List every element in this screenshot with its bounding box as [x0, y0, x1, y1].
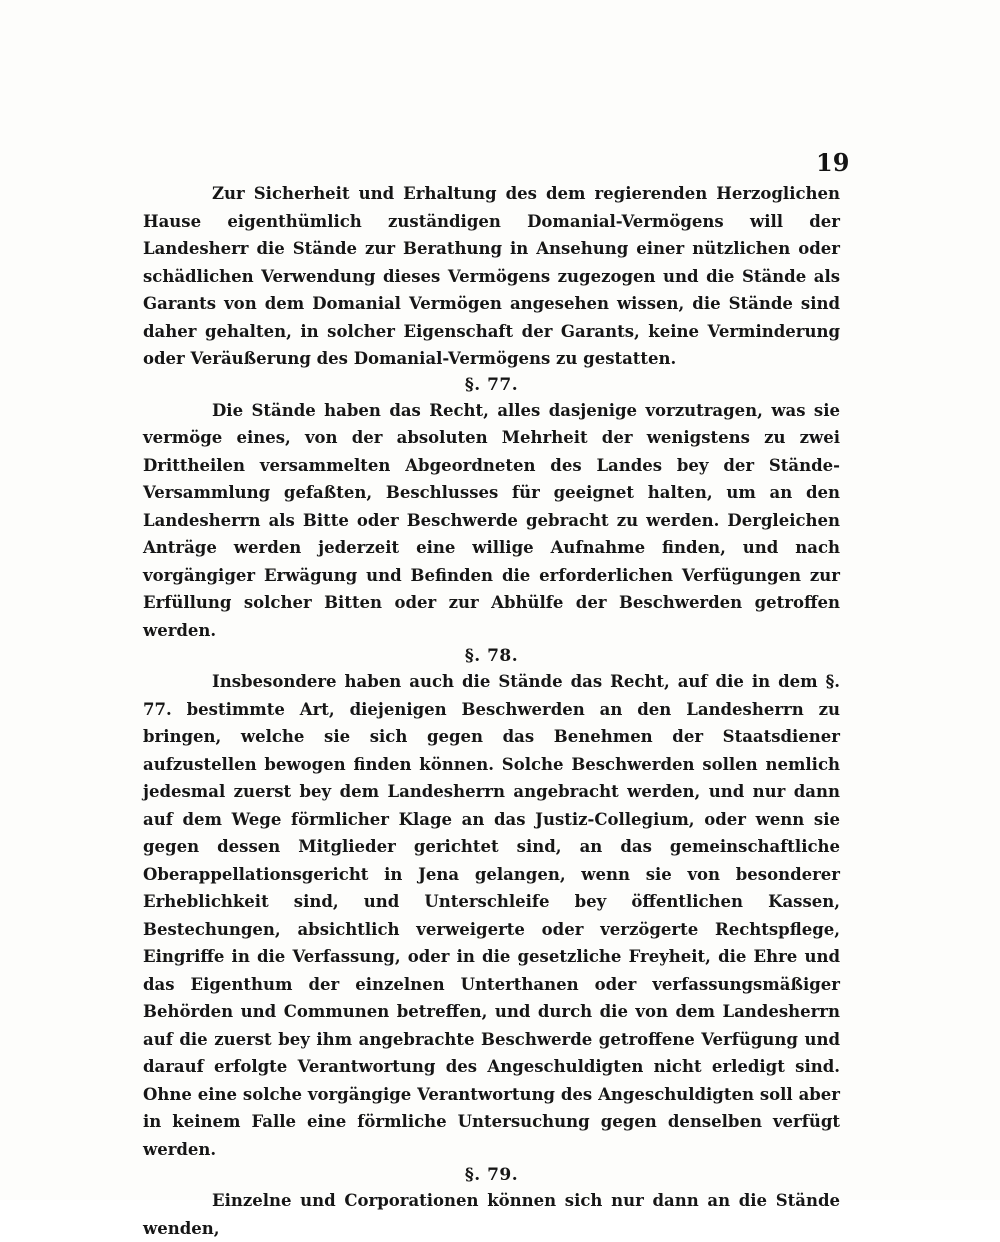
paragraph-section-77: Die Stände haben das Recht, alles dasjenige vorzutragen, was sie vermöge eines, von der absoluten Mehrheit der wenigstens zu zwei Drittheilen versammelten Abgeordneten des Landes bey der Stände-Versammlung gefaßten, Beschlusses für geeignet halten, um an den Landesherrn als Bitte oder Beschwerde gebracht zu werden. Dergleichen Anträge werden jederzeit eine willige Aufnahme finden, und nach vorgängiger Erwägung und Befinden die erforderlichen Verfügungen zur Erfüllung solcher Bitten oder zur Abhülfe der Beschwerden getroffen werden. — [143, 400, 840, 640]
section-heading-79: §. 79. — [464, 1165, 519, 1185]
section-heading-78: §. 78. — [464, 646, 519, 666]
paragraph-domanial-vermoegen: Zur Sicherheit und Erhaltung des dem regierenden Herzoglichen Hause eigenthümlich zuständigen Domanial-Vermögens will der Landesherr die Stände zur Berathung in Ansehung einer nützlichen oder schädlichen Verwendung dieses Vermögens zugezogen und die Stände als Garants von dem Domanial Vermögen angesehen wissen, die Stände sind daher gehalten, in solcher Eigenschaft der Garants, keine Verminderung oder Veräußerung des Domanial-Vermögens zu gestatten. — [143, 184, 840, 368]
paragraph-section-79: Einzelne und Corporationen können sich nur dann an die Stände wenden, — [143, 1191, 840, 1238]
paragraph-section-78: Insbesondere haben auch die Stände das Recht, auf die in dem §. 77. bestimmte Art, diejenigen Beschwerden an den Landesherrn zu bringen, welche sie sich gegen das Benehmen der Staatsdiener aufzustellen bewogen finden können. Solche Beschwerden sollen nemlich jedesmal zuerst bey dem Landesherrn angebracht werden, und nur dann auf dem Wege förmlicher Klage an das Justiz-Collegium, oder wenn sie gegen dessen Mitglieder gerichtet sind, an das gemeinschaftliche Oberappellationsgericht in Jena gelangen, wenn sie von besonderer Erheblichkeit sind, und Unterschleife bey öffentlichen Kassen, Bestechungen, absichtlich verweigerte oder verzögerte Rechtspflege, Eingriffe in die Verfassung, oder in die gesetzliche Freyheit, die Ehre und das Eigenthum der einzelnen Unterthanen oder verfassungsmäßiger Behörden und Communen betreffen, und durch die von dem Landesherrn auf die zuerst bey ihm angebrachte Beschwerde getroffene Verfügung und darauf erfolgte Verantwortung des Angeschuldigten nicht erledigt sind. Ohne eine solche vorgängige Verantwortung des Angeschuldigten soll aber in keinem Falle eine förmliche Untersuchung gegen denselben verfügt werden. — [143, 672, 840, 1159]
page-number: 19 — [816, 148, 850, 177]
section-heading-77: §. 77. — [464, 374, 519, 395]
document-body — [143, 180, 840, 1242]
